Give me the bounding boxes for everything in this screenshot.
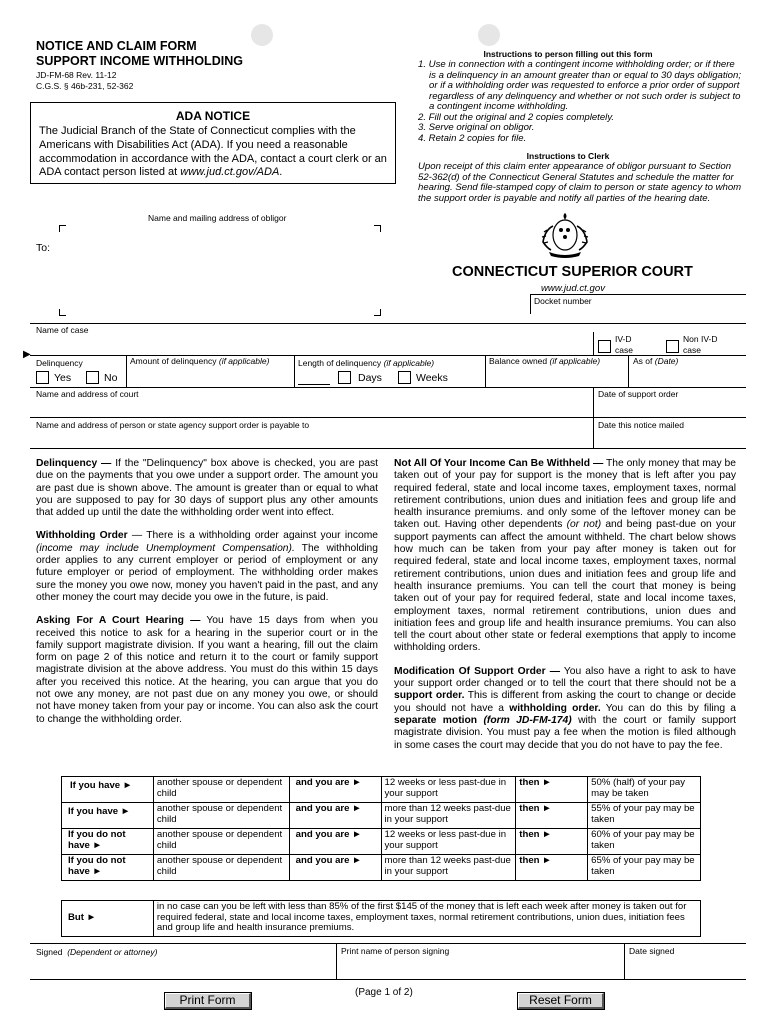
ada-text-plain: The Judicial Branch of the State of Connecticut complies with the Americans with Disabilities Act (ADA). If you need a reasonable accommodation in accordance with the ADA, contact a court clerk or an ADA contact person listed at: [39, 125, 387, 179]
obligor-address-label: Name and mailing address of obligor: [148, 213, 287, 223]
modification-text4: with the court or family support magistrate division. You must pay a fee when the motion is filed although in some cases the court may decide that you do not have to pay the fee.: [394, 714, 736, 751]
payable-to-label: Name and address of person or state agency support order is payable to: [36, 420, 310, 430]
yes-label: Yes: [54, 372, 72, 384]
withholding-dash: — There is a withholding order against your income: [127, 530, 379, 542]
but-label: But ►: [62, 901, 154, 937]
withholding-text: The withholding order applies to any current employer or period of employment or any future employer or period of employment. The withholding order makes sure the money you owe now, money you haven't paid in the past, and any other money the court may decide you owe in the future, is paid.: [36, 542, 378, 603]
ada-period: .: [279, 166, 283, 179]
notall-italic: (or not): [566, 519, 602, 531]
length-label-note: (if applicable): [383, 358, 435, 368]
chart-cell-then: then ►: [516, 803, 588, 829]
ivd-checkbox[interactable]: [598, 340, 611, 353]
ada-notice-title: ADA NOTICE: [175, 109, 251, 123]
chart-cell-condition: If you do not have ►: [62, 855, 154, 881]
balance-label-note: (if applicable): [549, 356, 601, 366]
chart-row: [62, 829, 701, 855]
signed-label: [36, 947, 157, 957]
balance-separator: [485, 355, 486, 387]
amount-label-text: Amount of delinquency: [130, 356, 217, 366]
amount-input[interactable]: [130, 368, 290, 384]
docket-top-line: [530, 294, 746, 295]
chart-cell-then: then ►: [516, 829, 588, 855]
modification-text3: You can do this by filing a: [600, 702, 736, 714]
signed-label-note: (Dependent or attorney): [67, 947, 158, 957]
length-label: [298, 358, 434, 368]
notice-mailed-label: Date this notice mailed: [598, 420, 684, 430]
print-name-label: Print name of person signing: [341, 946, 450, 956]
hearing-text: You have 15 days from when you received this notice to ask for a hearing in the superior court or in the family support magistrate division. If you want a hearing, fill out the claim form on page 2 of this notice and return it to the court or family support magistrate division at the above address. You must do this within 15 days after you received this notice. At the hearing, you can argue that you do not owe any money, are not past due on any money you owe, or should not have money taken from your pay or income. You can also ask the court to change the withholding order.: [36, 615, 378, 725]
hearing-heading: Asking For A Court Hearing —: [36, 615, 201, 627]
chart-cell-and: and you are ►: [289, 803, 381, 829]
address-corner-tr: [374, 225, 381, 232]
length-input[interactable]: [298, 370, 330, 384]
but-row: [62, 901, 701, 937]
amount-separator: [126, 355, 127, 387]
chart-cell-dependent: another spouse or dependent child: [153, 829, 289, 855]
chart-cell-condition: If you have ►: [62, 777, 154, 803]
signature-input[interactable]: [36, 958, 332, 974]
form-title-line1: NOTICE AND CLAIM FORM: [36, 39, 197, 53]
chart-cell-dependent: another spouse or dependent child: [153, 803, 289, 829]
delinquency-paragraph: [36, 458, 378, 519]
chart-cell-then: then ►: [516, 777, 588, 803]
modification-form-ref: (form JD-FM-174): [477, 714, 572, 726]
chart-row: [62, 803, 701, 829]
as-of-input[interactable]: [633, 368, 743, 384]
weeks-checkbox[interactable]: [398, 371, 411, 384]
to-label: To:: [36, 242, 51, 254]
case-name-label: Name of case: [36, 325, 89, 335]
modification-text2: This is different from asking the court to change or decide you should not have a: [394, 690, 737, 714]
delinquency-label: Delinquency: [36, 358, 83, 368]
docket-number-label: Docket number: [534, 296, 592, 306]
address-corner-tl: [59, 225, 66, 232]
statute-reference: C.G.S. § 46b-231, 52-362: [36, 81, 134, 91]
docket-left-line: [530, 294, 531, 314]
chart-cell-and: and you are ►: [289, 829, 381, 855]
chart-cell-dependent: another spouse or dependent child: [153, 777, 289, 803]
court-website[interactable]: www.jud.ct.gov: [541, 283, 605, 294]
fields-bottom-line: [30, 448, 746, 449]
hearing-paragraph: [36, 615, 378, 726]
chart-cell-pastdue: 12 weeks or less past-due in your support: [381, 777, 516, 803]
instruction-item-2: 2. Fill out the original and 2 copies completely.: [418, 111, 615, 123]
instruction-item-4: 4. Retain 2 copies for file.: [418, 132, 527, 144]
form-title-line2: SUPPORT INCOME WITHHOLDING: [36, 54, 243, 68]
amount-label: [130, 356, 269, 366]
chart-cell-and: and you are ►: [289, 777, 381, 803]
chart-cell-pastdue: 12 weeks or less past-due in your support: [381, 829, 516, 855]
chart-cell-condition: If you do not have ►: [62, 829, 154, 855]
notice-mailed-input[interactable]: [598, 431, 743, 447]
state-seal-icon: [537, 212, 593, 258]
signature-bottom-line: [30, 979, 746, 980]
address-corner-br: [374, 309, 381, 316]
withholding-chart: [61, 776, 701, 881]
days-label: Days: [358, 372, 382, 384]
date-signed-separator: [624, 943, 625, 979]
chart-cell-dependent: another spouse or dependent child: [153, 855, 289, 881]
balance-label: [489, 356, 600, 366]
chart-row: [62, 855, 701, 881]
withholding-italic: (income may include Unemployment Compensation).: [36, 542, 295, 554]
instruction-item-3: 3. Serve original on obligor.: [418, 122, 535, 133]
ada-notice-box: [30, 102, 396, 184]
decorative-dot-right: [478, 24, 500, 46]
support-order-date-input[interactable]: [598, 400, 743, 416]
case-name-input[interactable]: [36, 336, 586, 354]
length-label-text: Length of delinquency: [298, 358, 382, 368]
form-number: JD-FM-68 Rev. 11-12: [36, 70, 117, 80]
payable-row-top-line: [30, 417, 746, 418]
as-of-separator: [628, 355, 629, 387]
but-table: [61, 900, 701, 937]
as-of-label-text: As of: [633, 356, 653, 366]
delinquency-yes-checkbox[interactable]: [36, 371, 49, 384]
chart-cell-then: then ►: [516, 855, 588, 881]
obligor-address-input[interactable]: [66, 229, 372, 309]
delinquency-no-checkbox[interactable]: [86, 371, 99, 384]
amount-label-note: (if applicable): [218, 356, 270, 366]
withholding-heading: Withholding Order: [36, 530, 128, 542]
delinquency-arrow-icon: ▶: [23, 349, 31, 360]
length-separator: [294, 355, 295, 387]
print-name-separator: [336, 943, 337, 979]
chart-cell-result: 55% of your pay may be taken: [588, 803, 701, 829]
modification-heading: Modification Of Support Order —: [394, 665, 560, 677]
days-checkbox[interactable]: [338, 371, 351, 384]
body-right-column: [394, 458, 736, 763]
balance-input[interactable]: [489, 368, 624, 384]
delinquency-text: If the "Delinquency" box above is checked, you are past due on the payments that you owe under a support order. The amount you are past due is shown above. The amount is greater than or equal to what you are supposed to pay for 30 days of support plus any other amounts that added up until the date the withholding order went into effect.: [36, 458, 378, 519]
as-of-label-note: (Date): [654, 356, 679, 366]
chart-row: [62, 777, 701, 803]
date-signed-label: Date signed: [629, 946, 675, 956]
but-text: in no case can you be left with less than 85% of the first $145 of the money that is left each week after money is taken out for required federal, state and local income taxes, employment taxes, normal retirement contributions, union dues, initiation fees and group life and health insurance premiums.: [153, 901, 700, 937]
modification-paragraph: [394, 666, 736, 752]
instructions-clerk-text: Upon receipt of this claim enter appearance of obligor pursuant to Section 52-362(d) of the Connecticut General Statutes and schedule the matter for hearing. Send file-stamped copy of claim to person or state agency to whom the support order is payable and notify all parties of the hearing date.: [418, 161, 742, 204]
chart-cell-result: 60% of your pay may be taken: [588, 829, 701, 855]
delinquency-heading: Delinquency —: [36, 458, 112, 469]
instructions-clerk-title: Instructions to Clerk: [526, 151, 610, 161]
non-ivd-label: Non IV-D case: [683, 334, 718, 355]
ada-url[interactable]: www.jud.ct.gov/ADA: [180, 166, 280, 179]
chart-cell-result: 50% (half) of your pay may be taken: [588, 777, 701, 803]
chart-cell-pastdue: more than 12 weeks past-due in your support: [381, 803, 516, 829]
notall-text2: and being past-due on your support payments can affect the amount withheld. The chart below shows how much can be taken from your pay after money is taken out for required federal, state and local income taxes, employment taxes, normal retirement contributions, union dues and initiation fees and group life and health insurance premiums. You can tell the court that money is being taken out of your pay for required federal, state and local income taxes, employment taxes, normal retirement contributions, union dues and initiation fees and group life and health insurance premiums. You can also tell the court about other state or federal exemptions that apply to income withholding orders.: [394, 519, 736, 654]
modification-bold3: separate motion: [394, 714, 478, 726]
length-input-line: [298, 384, 330, 385]
chart-cell-condition: If you have ►: [62, 803, 154, 829]
address-corner-bl: [59, 309, 66, 316]
payable-to-input[interactable]: [36, 431, 588, 447]
notall-text1: The only money that may be taken out of your pay for support is the money that is left after you pay required federal, state and local income taxes, employment taxes, normal retirement contributions, union dues and initiation fees and group life and health insurance premiums. and only some of the leftover money can be taken out. Having other dependents: [394, 458, 736, 531]
instructions-person-title: Instructions to person filling out this form: [483, 49, 653, 59]
docket-number-input[interactable]: [534, 306, 744, 318]
chart-cell-result: 65% of your pay may be taken: [588, 855, 701, 881]
non-ivd-checkbox[interactable]: [666, 340, 679, 353]
modification-text1: You also have a right to ask to have your support order changed or to tell the court that there should not be a: [394, 665, 736, 690]
weeks-label: Weeks: [416, 372, 448, 384]
ada-notice-text: [31, 123, 395, 180]
date-signed-input[interactable]: [629, 958, 743, 974]
balance-label-text: Balance owned: [489, 356, 548, 366]
decorative-dot-left: [251, 24, 273, 46]
support-order-date-label: Date of support order: [598, 389, 679, 399]
signature-top-line: [30, 943, 746, 944]
no-label: No: [104, 372, 118, 384]
print-form-button[interactable]: Print Form: [165, 993, 251, 1009]
court-row-top-line: [30, 387, 746, 388]
chart-cell-and: and you are ►: [289, 855, 381, 881]
modification-bold1: support order.: [394, 690, 465, 702]
instructions-person-list: [418, 60, 743, 144]
as-of-label: [633, 356, 678, 366]
body-left-column: [36, 458, 378, 737]
page-number: (Page 1 of 2): [355, 987, 413, 998]
withholding-paragraph: [36, 530, 378, 604]
notall-heading: Not All Of Your Income Can Be Withheld —: [394, 458, 604, 469]
reset-form-button[interactable]: Reset Form: [518, 993, 604, 1009]
ivd-separator: [593, 332, 594, 356]
signed-label-text: Signed: [36, 947, 63, 957]
case-row-top-line: [30, 323, 746, 324]
modification-bold2: withholding order.: [509, 702, 601, 714]
chart-cell-pastdue: more than 12 weeks past-due in your support: [381, 855, 516, 881]
instruction-item-1: 1. Use in connection with a contingent income withholding order; or if there is a delinquency in an amount greater than or equal to 30 days obligation; or if a withholding order was requested to enforce a prior order of support regardless of any delinquency and whether or not such order is subject to a contingent income withholding.: [418, 59, 742, 112]
print-name-input[interactable]: [341, 958, 619, 974]
court-address-label: Name and address of court: [36, 389, 139, 399]
notall-paragraph: [394, 458, 736, 655]
ivd-label: IV-D case: [615, 334, 633, 355]
court-address-input[interactable]: [36, 400, 588, 416]
court-name: CONNECTICUT SUPERIOR COURT: [452, 264, 693, 280]
